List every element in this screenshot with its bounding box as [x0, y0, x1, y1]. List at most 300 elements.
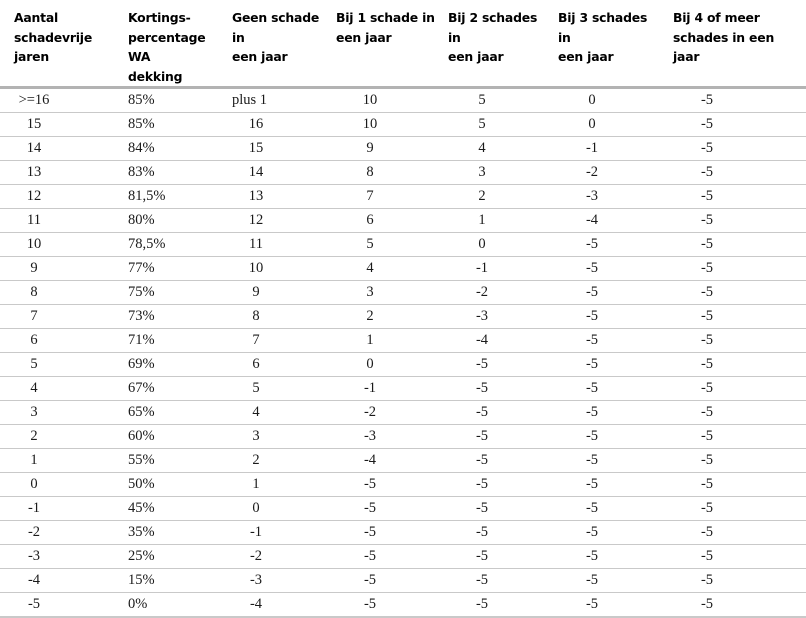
cell-value: 5	[366, 236, 374, 253]
cell-value: -5	[475, 476, 489, 493]
cell-value: 50%	[128, 476, 155, 493]
cell-value: 0	[30, 476, 38, 493]
cell-schade1	[333, 305, 444, 329]
cell-jaren	[0, 329, 114, 353]
cell-value: -5	[700, 428, 714, 445]
table-row	[0, 113, 806, 137]
table-row	[0, 185, 806, 209]
cell-schade3	[554, 305, 667, 329]
cell-korting	[114, 353, 224, 377]
cell-schade1	[333, 137, 444, 161]
cell-value: 84%	[128, 140, 155, 157]
cell-value: 0	[588, 116, 596, 133]
cell-geen	[224, 257, 333, 281]
cell-value: -3	[249, 572, 263, 589]
cell-schade1	[333, 113, 444, 137]
cell-value: 71%	[128, 332, 155, 349]
cell-value: 10	[362, 116, 378, 133]
cell-value: 7	[30, 308, 38, 325]
cell-value: -4	[27, 572, 41, 589]
header-line: een jaar	[232, 49, 288, 65]
cell-geen	[224, 569, 333, 593]
cell-value: -4	[363, 452, 377, 469]
cell-value: -5	[475, 380, 489, 397]
cell-value: 0	[366, 356, 374, 373]
cell-schade2	[444, 353, 554, 377]
cell-value: 1	[478, 212, 486, 229]
cell-value: -5	[475, 428, 489, 445]
cell-geen	[224, 473, 333, 497]
cell-korting	[114, 473, 224, 497]
cell-schade1	[333, 569, 444, 593]
cell-schade1	[333, 497, 444, 521]
cell-value: >=16	[18, 92, 50, 109]
cell-value: -5	[700, 356, 714, 373]
cell-value: -5	[700, 116, 714, 133]
cell-value: 5	[252, 380, 260, 397]
cell-schade2	[444, 449, 554, 473]
cell-geen	[224, 545, 333, 569]
cell-korting	[114, 281, 224, 305]
cell-value: 3	[30, 404, 38, 421]
cell-schade1	[333, 473, 444, 497]
cell-schade2	[444, 521, 554, 545]
cell-value: -5	[700, 596, 714, 613]
cell-korting	[114, 137, 224, 161]
table-row	[0, 353, 806, 377]
cell-value: -5	[363, 596, 377, 613]
cell-korting	[114, 161, 224, 185]
cell-value: -5	[585, 596, 599, 613]
cell-value: 14	[248, 164, 264, 181]
table-row	[0, 593, 806, 618]
cell-value: -4	[475, 332, 489, 349]
cell-value: -5	[27, 596, 41, 613]
cell-korting	[114, 209, 224, 233]
table-row	[0, 329, 806, 353]
cell-korting	[114, 88, 224, 113]
cell-schade4	[667, 257, 806, 281]
cell-schade3	[554, 401, 667, 425]
header-line: Bij 2 schades in	[448, 10, 538, 45]
cell-schade3	[554, 161, 667, 185]
cell-geen	[224, 593, 333, 618]
cell-korting	[114, 545, 224, 569]
cell-value: -5	[700, 404, 714, 421]
cell-value: -1	[475, 260, 489, 277]
cell-value: 65%	[128, 404, 155, 421]
table-row	[0, 377, 806, 401]
table-row	[0, 209, 806, 233]
cell-value: -3	[27, 548, 41, 565]
header-line: jaar	[673, 49, 700, 65]
cell-korting	[114, 425, 224, 449]
cell-value: 15	[248, 140, 264, 157]
cell-value: 6	[366, 212, 374, 229]
cell-value: 6	[252, 356, 260, 373]
cell-value: -5	[475, 524, 489, 541]
cell-value: 5	[478, 92, 486, 109]
cell-geen	[224, 88, 333, 113]
cell-value: 6	[30, 332, 38, 349]
cell-value: 13	[248, 188, 264, 205]
cell-schade4	[667, 233, 806, 257]
cell-schade2	[444, 185, 554, 209]
cell-value: 55%	[128, 452, 155, 469]
cell-schade2	[444, 329, 554, 353]
header-line: dekking	[128, 68, 183, 84]
cell-value: 25%	[128, 548, 155, 565]
cell-value: -5	[585, 308, 599, 325]
cell-value: 0	[478, 236, 486, 253]
cell-schade3	[554, 593, 667, 618]
header-line: een jaar	[558, 49, 614, 65]
cell-jaren	[0, 569, 114, 593]
cell-value: -5	[475, 548, 489, 565]
cell-value: -5	[475, 452, 489, 469]
table-row	[0, 569, 806, 593]
cell-value: -5	[585, 356, 599, 373]
cell-jaren	[0, 88, 114, 113]
cell-value: -1	[363, 380, 377, 397]
cell-schade2	[444, 257, 554, 281]
cell-geen	[224, 425, 333, 449]
cell-korting	[114, 329, 224, 353]
cell-schade4	[667, 425, 806, 449]
cell-value: 5	[30, 356, 38, 373]
cell-schade1	[333, 449, 444, 473]
cell-value: -2	[475, 284, 489, 301]
cell-value: 35%	[128, 524, 155, 541]
cell-value: -5	[700, 500, 714, 517]
cell-jaren	[0, 305, 114, 329]
cell-value: -2	[27, 524, 41, 541]
cell-jaren	[0, 401, 114, 425]
header-line: Aantal	[14, 10, 59, 25]
cell-schade2	[444, 377, 554, 401]
cell-korting	[114, 185, 224, 209]
cell-value: 11	[27, 212, 41, 229]
cell-value: -5	[475, 572, 489, 589]
cell-schade4	[667, 161, 806, 185]
table-body	[0, 88, 806, 618]
cell-value: 12	[26, 188, 42, 205]
cell-geen	[224, 377, 333, 401]
cell-value: -5	[700, 92, 714, 109]
cell-value: 78,5%	[128, 236, 166, 253]
cell-value: 0%	[128, 596, 148, 613]
cell-value: -5	[475, 596, 489, 613]
cell-value: -5	[700, 380, 714, 397]
cell-value: -5	[700, 452, 714, 469]
cell-value: 3	[366, 284, 374, 301]
cell-jaren	[0, 545, 114, 569]
header-line: een jaar	[336, 29, 392, 45]
header-line: Bij 3 schades in	[558, 10, 648, 45]
table-header	[0, 0, 806, 88]
cell-schade1	[333, 377, 444, 401]
cell-schade1	[333, 425, 444, 449]
header-line: een jaar	[448, 49, 504, 65]
cell-schade3	[554, 281, 667, 305]
cell-schade4	[667, 545, 806, 569]
table-row	[0, 305, 806, 329]
cell-value: -5	[700, 164, 714, 181]
cell-value: -5	[585, 404, 599, 421]
cell-schade4	[667, 401, 806, 425]
cell-schade1	[333, 521, 444, 545]
cell-schade1	[333, 233, 444, 257]
header-line: schadevrije	[14, 29, 93, 45]
cell-value: -4	[585, 212, 599, 229]
cell-value: -5	[700, 308, 714, 325]
cell-jaren	[0, 425, 114, 449]
cell-value: -5	[585, 548, 599, 565]
cell-schade4	[667, 88, 806, 113]
cell-value: -5	[363, 572, 377, 589]
cell-schade4	[667, 209, 806, 233]
cell-value: 2	[30, 428, 38, 445]
cell-schade2	[444, 209, 554, 233]
cell-schade1	[333, 88, 444, 113]
column-header-bij-4-of-meer-schades-in-een-jaar	[667, 0, 806, 88]
cell-geen	[224, 521, 333, 545]
cell-schade3	[554, 88, 667, 113]
header-line: percentage WA	[128, 29, 206, 65]
cell-korting	[114, 521, 224, 545]
cell-jaren	[0, 353, 114, 377]
cell-geen	[224, 113, 333, 137]
cell-korting	[114, 593, 224, 618]
cell-jaren	[0, 281, 114, 305]
cell-value: -5	[700, 524, 714, 541]
cell-geen	[224, 281, 333, 305]
cell-value: 73%	[128, 308, 155, 325]
cell-schade3	[554, 569, 667, 593]
cell-geen	[224, 329, 333, 353]
table-row	[0, 401, 806, 425]
column-header-kortingspercentage-wa-dekking	[114, 0, 224, 88]
cell-geen	[224, 209, 333, 233]
cell-value: -5	[363, 476, 377, 493]
cell-value: -5	[585, 476, 599, 493]
cell-geen	[224, 353, 333, 377]
cell-schade3	[554, 497, 667, 521]
cell-korting	[114, 233, 224, 257]
cell-value: 1	[252, 476, 260, 493]
cell-korting	[114, 497, 224, 521]
cell-value: 4	[478, 140, 486, 157]
cell-value: 15	[26, 116, 42, 133]
table-row	[0, 281, 806, 305]
cell-value: 75%	[128, 284, 155, 301]
cell-jaren	[0, 473, 114, 497]
cell-value: -3	[475, 308, 489, 325]
cell-value: 10	[26, 236, 42, 253]
cell-schade1	[333, 329, 444, 353]
cell-schade4	[667, 473, 806, 497]
cell-schade2	[444, 233, 554, 257]
cell-schade3	[554, 521, 667, 545]
cell-value: 2	[366, 308, 374, 325]
cell-schade4	[667, 593, 806, 618]
cell-schade3	[554, 377, 667, 401]
cell-value: 60%	[128, 428, 155, 445]
cell-schade4	[667, 497, 806, 521]
cell-schade2	[444, 473, 554, 497]
cell-value: -5	[475, 356, 489, 373]
header-line: Bij 1 schade in	[336, 10, 435, 25]
cell-value: -5	[585, 428, 599, 445]
cell-value: -5	[585, 452, 599, 469]
cell-schade4	[667, 185, 806, 209]
table-row	[0, 233, 806, 257]
cell-schade3	[554, 113, 667, 137]
cell-geen	[224, 305, 333, 329]
table-row	[0, 88, 806, 113]
cell-value: -5	[700, 572, 714, 589]
cell-schade3	[554, 329, 667, 353]
table-row	[0, 497, 806, 521]
cell-value: 0	[588, 92, 596, 109]
cell-value: 9	[366, 140, 374, 157]
cell-value: -3	[363, 428, 377, 445]
cell-schade4	[667, 353, 806, 377]
table-row	[0, 449, 806, 473]
cell-value: -5	[585, 500, 599, 517]
header-line: jaren	[14, 49, 49, 65]
cell-value: 4	[30, 380, 38, 397]
cell-jaren	[0, 257, 114, 281]
cell-schade4	[667, 113, 806, 137]
cell-schade2	[444, 497, 554, 521]
cell-value: -5	[700, 260, 714, 277]
cell-jaren	[0, 137, 114, 161]
cell-value: -4	[249, 596, 263, 613]
cell-schade3	[554, 353, 667, 377]
cell-value: 8	[252, 308, 260, 325]
cell-schade1	[333, 257, 444, 281]
table-row	[0, 521, 806, 545]
cell-jaren	[0, 377, 114, 401]
cell-schade1	[333, 281, 444, 305]
table-row	[0, 473, 806, 497]
cell-value: 1	[30, 452, 38, 469]
cell-schade2	[444, 88, 554, 113]
cell-value: 2	[478, 188, 486, 205]
cell-schade1	[333, 209, 444, 233]
table-row	[0, 545, 806, 569]
cell-value: 11	[249, 236, 263, 253]
cell-value: 13	[26, 164, 42, 181]
cell-value: 9	[252, 284, 260, 301]
cell-value: -2	[585, 164, 599, 181]
header-line: Bij 4 of meer	[673, 10, 760, 25]
header-row	[0, 0, 806, 88]
cell-value: 69%	[128, 356, 155, 373]
cell-value: 7	[252, 332, 260, 349]
column-header-aantal-schadevrije-jaren	[0, 0, 114, 88]
cell-value: -2	[249, 548, 263, 565]
cell-geen	[224, 233, 333, 257]
table-row	[0, 161, 806, 185]
cell-geen	[224, 185, 333, 209]
cell-schade2	[444, 305, 554, 329]
cell-jaren	[0, 185, 114, 209]
cell-korting	[114, 569, 224, 593]
cell-jaren	[0, 161, 114, 185]
cell-value: plus 1	[232, 92, 268, 109]
cell-schade4	[667, 137, 806, 161]
cell-value: -1	[27, 500, 41, 517]
cell-value: 83%	[128, 164, 155, 181]
cell-value: -5	[585, 572, 599, 589]
cell-value: 14	[26, 140, 42, 157]
cell-value: 12	[248, 212, 264, 229]
cell-korting	[114, 305, 224, 329]
cell-schade1	[333, 401, 444, 425]
cell-value: -5	[475, 500, 489, 517]
table-row	[0, 137, 806, 161]
cell-korting	[114, 377, 224, 401]
cell-value: 81,5%	[128, 188, 166, 205]
cell-schade4	[667, 305, 806, 329]
cell-schade2	[444, 281, 554, 305]
cell-jaren	[0, 449, 114, 473]
cell-value: 77%	[128, 260, 155, 277]
cell-value: 5	[478, 116, 486, 133]
cell-korting	[114, 449, 224, 473]
cell-value: -5	[363, 500, 377, 517]
cell-value: -3	[585, 188, 599, 205]
cell-value: -5	[700, 548, 714, 565]
cell-schade3	[554, 257, 667, 281]
cell-value: 7	[366, 188, 374, 205]
cell-value: -5	[700, 188, 714, 205]
cell-korting	[114, 113, 224, 137]
cell-schade3	[554, 425, 667, 449]
cell-jaren	[0, 497, 114, 521]
cell-value: 10	[362, 92, 378, 109]
cell-jaren	[0, 521, 114, 545]
cell-value: -5	[363, 548, 377, 565]
cell-value: -5	[585, 236, 599, 253]
table-row	[0, 257, 806, 281]
cell-korting	[114, 401, 224, 425]
cell-value: 67%	[128, 380, 155, 397]
cell-value: -5	[585, 284, 599, 301]
cell-schade2	[444, 113, 554, 137]
cell-schade3	[554, 185, 667, 209]
cell-value: 80%	[128, 212, 155, 229]
cell-schade1	[333, 353, 444, 377]
cell-value: -5	[700, 236, 714, 253]
cell-value: -5	[700, 284, 714, 301]
cell-value: 45%	[128, 500, 155, 517]
cell-schade2	[444, 425, 554, 449]
column-header-geen-schade-in-een-jaar	[224, 0, 333, 88]
cell-value: 15%	[128, 572, 155, 589]
header-line: Geen schade in	[232, 10, 320, 45]
column-header-bij-1-schade-in-een-jaar	[333, 0, 444, 88]
cell-value: 4	[366, 260, 374, 277]
cell-schade1	[333, 593, 444, 618]
table-row	[0, 425, 806, 449]
cell-value: -5	[585, 260, 599, 277]
cell-value: -1	[249, 524, 263, 541]
cell-schade3	[554, 449, 667, 473]
cell-geen	[224, 401, 333, 425]
